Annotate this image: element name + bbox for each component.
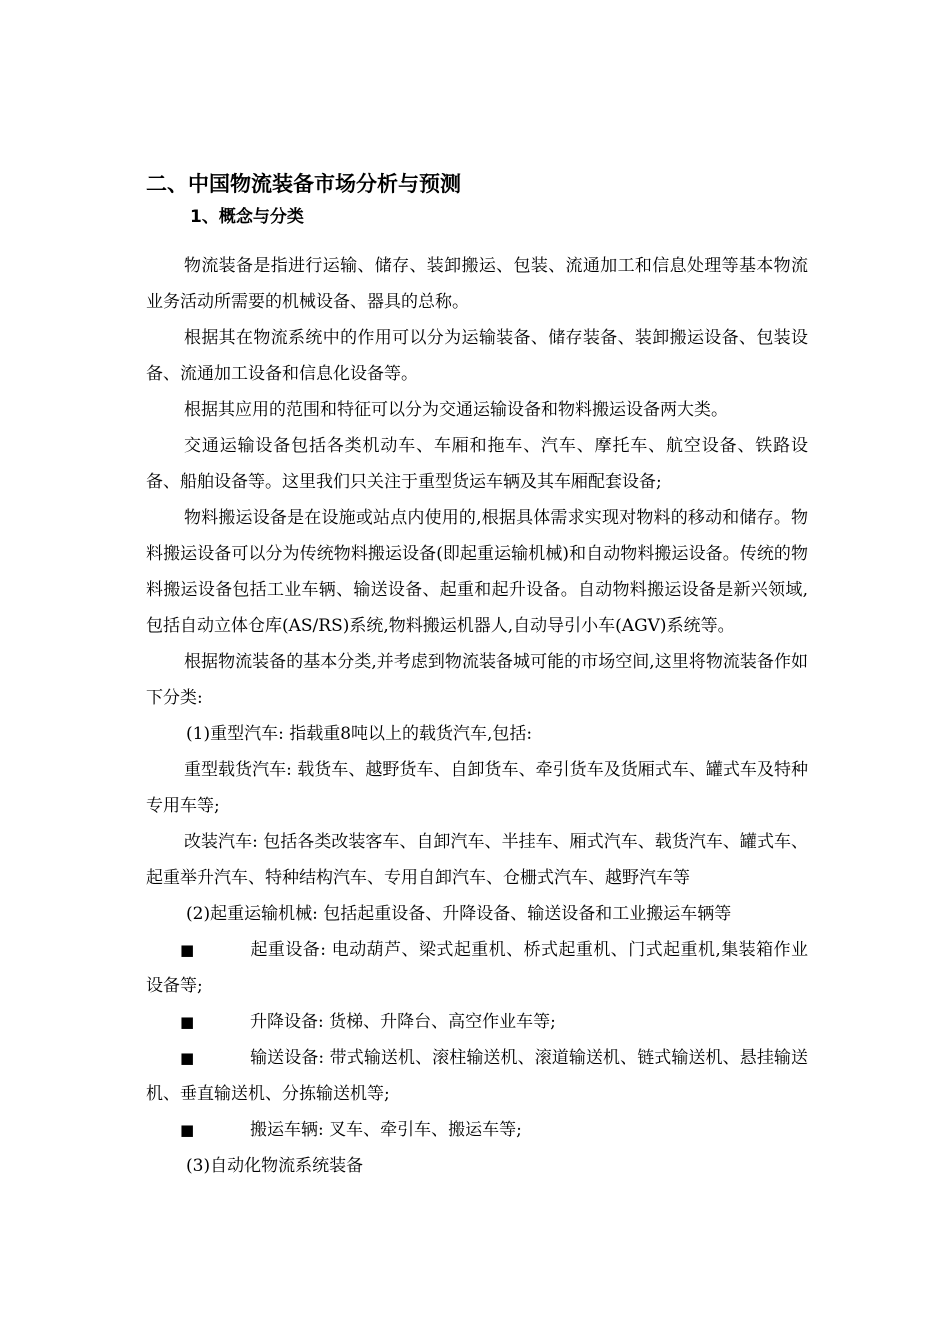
bullet-item xyxy=(146,1004,808,1040)
paragraph: 交通运输设备包括各类机动车、车厢和拖车、汽车、摩托车、航空设备、铁路设备、船舶设备等。这里我们只关注于重型货运车辆及其车厢配套设备; xyxy=(146,436,808,492)
paragraph: 物料搬运设备是在设施或站点内使用的,根据具体需求实现对物料的移动和储存。物料搬运设备可以分为传统物料搬运设备(即起重运输机械)和自动物料搬运设备。传统的物料搬运设备包括工业车辆、输送设备、起重和起升设备。自动物料搬运设备是新兴领域,包括自动立体仓库(AS/RS)系统,物料搬运机器人,自动导引小车(AGV)系统等。 xyxy=(146,508,808,636)
paragraph: 根据物流装备的基本分类,并考虑到物流装备城可能的市场空间,这里将物流装备作如下分类: xyxy=(146,652,808,708)
paragraph: 重型载货汽车: 载货车、越野货车、自卸货车、牵引货车及货厢式车、罐式车及特种专用车等; xyxy=(146,760,808,816)
paragraph: 根据其在物流系统中的作用可以分为运输装备、储存装备、装卸搬运设备、包装设备、流通加工设备和信息化设备等。 xyxy=(146,328,808,384)
section-title: 二、中国物流装备市场分析与预测 xyxy=(146,172,461,196)
paragraph: 物流装备是指进行运输、储存、装卸搬运、包装、流通加工和信息处理等基本物流业务活动所需要的机械设备、器具的总称。 xyxy=(146,256,808,312)
list-item-heading: (2)起重运输机械: 包括起重设备、升降设备、输送设备和工业搬运车辆等 xyxy=(186,904,732,924)
list-item-heading: (3)自动化物流系统装备 xyxy=(186,1156,364,1176)
list-item-heading: (1)重型汽车: 指载重8吨以上的载货汽车,包括: xyxy=(186,724,533,744)
bullet-text: 输送设备: 带式输送机、滚柱输送机、滚道输送机、链式输送机、悬挂输送机、垂直输送机、分拣输送机等; xyxy=(146,1048,808,1104)
bullet-item xyxy=(146,932,808,1004)
bullet-text: 搬运车辆: 叉车、牵引车、搬运车等; xyxy=(250,1120,522,1140)
bullet-item xyxy=(146,1040,808,1112)
document-body xyxy=(146,248,808,1184)
bullet-text: 升降设备: 货梯、升降台、高空作业车等; xyxy=(250,1012,556,1032)
subsection-title: 1、概念与分类 xyxy=(190,207,304,227)
bullet-text: 起重设备: 电动葫芦、梁式起重机、桥式起重机、门式起重机,集装箱作业设备等; xyxy=(146,940,808,996)
bullet-item xyxy=(146,1112,808,1148)
square-bullet-icon: ■ xyxy=(180,1121,195,1139)
paragraph: 根据其应用的范围和特征可以分为交通运输设备和物料搬运设备两大类。 xyxy=(184,400,728,420)
square-bullet-icon: ■ xyxy=(180,1049,195,1067)
square-bullet-icon: ■ xyxy=(180,941,195,959)
square-bullet-icon: ■ xyxy=(180,1013,195,1031)
paragraph: 改装汽车: 包括各类改装客车、自卸汽车、半挂车、厢式汽车、载货汽车、罐式车、起重举升汽车、特种结构汽车、专用自卸汽车、仓栅式汽车、越野汽车等 xyxy=(146,832,808,888)
